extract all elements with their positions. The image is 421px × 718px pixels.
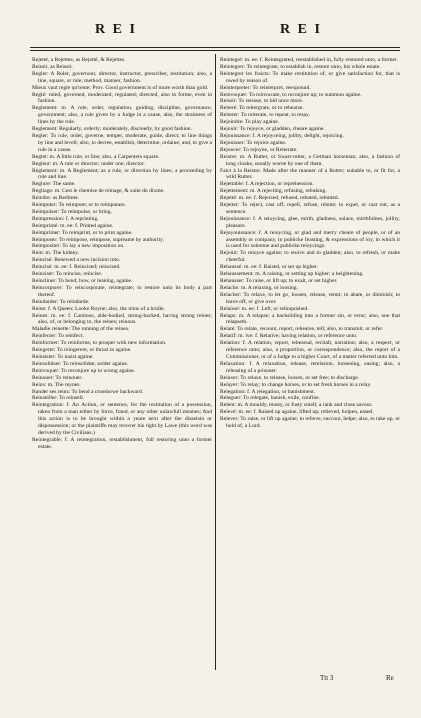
- dictionary-entry: Rejettable: f. A rejection, or reprehension.: [220, 181, 314, 188]
- dictionary-entry: Relaxer: To relaxe, to release, loosen, or set free; to discharge.: [220, 374, 360, 381]
- dictionary-entry: Reimposer: To reimpose, reimpose, supreame by authority.: [32, 236, 164, 243]
- dictionary-entry: Reglement: m. A rule, order, regulation, guiding, discipline, governance, government; also, a rule given by a Judge in a cause, also, the straitness of lines by the rule.: [32, 105, 212, 126]
- dictionary-entry: Reissir: To reissue, to bid once more.: [220, 98, 304, 105]
- dictionary-entry: Rejetter: To reject, cast off, repell, refuse, rebute; to expel, or cast out, as a sentence.: [220, 202, 400, 215]
- left-column: [32, 57, 212, 451]
- signature-mark: Ttt 3: [320, 674, 334, 682]
- dictionary-entry: Reingerer: To reingerere, or thrust in againe.: [32, 347, 132, 354]
- dictionary-entry: Reinterpreter: To reinterpret, reexpound.: [220, 84, 311, 91]
- dictionary-entry: Reintegrable: f. A reintegration, restablishment, full restoring unto a former estate.: [32, 436, 212, 450]
- dictionary-entry: Faict à la Reistre. Made after the manner of a Rutter; suitable to, or fit for, a wild Rutter.: [220, 167, 400, 181]
- dictionary-entry: Rejoyouissance: f. A reioycing, or glad and merry cheare of people, or of an assembly or company, in publicke feasting, & expressions of ioy, in which it is used for solemne and publicke reioycings.: [220, 229, 400, 250]
- header-left: R E I: [95, 22, 137, 37]
- dictionary-entry: Rejouissance: f. A rejoyceing, jollity, delight, rejoicing.: [220, 132, 344, 139]
- dictionary-entry: Reintegration: f. An Action, or sentence, for the restitution of a possession, taken from a man either by force, fraud, or any other unlawfull meanes; And this action is to be brought within a yeare next after the disseisin or dispossession; or the plaintiffe may recover his right by Lawe (this word was derived by the Civilians.): [32, 402, 212, 436]
- dictionary-entry: Mieux vaut regle qu'rente; Prov. Good government is of more worth than gold.: [32, 84, 209, 91]
- dictionary-entry: Reinouer: To reinouer.: [32, 374, 83, 381]
- dictionary-entry: Reincisé: m. ee: f. Reincised; reincised.: [32, 264, 121, 271]
- dictionary-entry: Reimpression: f. A reprinting.: [32, 215, 99, 222]
- dictionary-entry: Rehaussement: m. A raising, or setting up higher; a heightening.: [220, 271, 364, 278]
- dictionary-entry: Relegation: f. A relegation, or banishment.: [220, 388, 316, 395]
- dictionary-entry: Rehaussé: m. ee: f. Raised, or set up higher.: [220, 264, 318, 271]
- dictionary-entry: Reissir, as Reissir.: [32, 63, 73, 70]
- page-footer: [220, 674, 400, 686]
- dictionary-entry: Reintegrer: To reintegrate, to establish in, restore unto, his whole estate.: [220, 63, 381, 70]
- dictionary-entry: Reinseiller: To reinsell.: [32, 395, 85, 402]
- dictionary-entry: Reinvoquer: To reinvocate, to reconjure up; to summon againe.: [220, 91, 362, 98]
- dictionary-entry: Reinsolidser: To reinsolidse; solder againe.: [32, 360, 129, 367]
- right-column: [220, 57, 400, 430]
- dictionary-entry: Relaissé: m. ee: f. Left, or relinquished.: [220, 305, 309, 312]
- dictionary-entry: Maladie reinette: The running of the reines.: [32, 326, 130, 333]
- dictionary-entry: Reimpulser: To reimpulse, or bring.: [32, 208, 112, 215]
- dictionary-entry: Reistre: m. A Rutter, or Swart-rutter, a German horseman; also, a fashion of long cloake, usually worne by one of them.: [220, 153, 400, 167]
- dictionary-entry: Reincliner: To bend, bow, or leaning, againe.: [32, 278, 133, 284]
- dictionary-entry: Reinformer: To reinforme, to prosper with new information.: [32, 340, 167, 347]
- dictionary-entry: Reindarder: To reindarde.: [32, 298, 90, 305]
- dictionary-entry: Reins: m. The reynes.: [32, 381, 81, 388]
- dictionary-entry: Reindre: as Redimer.: [32, 195, 80, 202]
- dictionary-entry: Bander ses reins: To bend a crossbowe backward.: [32, 388, 144, 395]
- dictionary-entry: Relache: m. A relaxing, or loosing.: [220, 284, 298, 291]
- dictionary-entry: Reimprimer: To reimprint, or to print againe.: [32, 229, 133, 236]
- dictionary-entry: Relayer: To relay; to change horses, or to set fresh horses in a relay.: [220, 381, 372, 388]
- dictionary-entry: Releguer: To relegate, banish, exile, confine.: [220, 395, 320, 402]
- header-right: R E I: [280, 22, 322, 37]
- running-header: [30, 22, 400, 40]
- dictionary-entry: Reine: f. A Queen; Looke Royne; also, the reins of a bridle.: [32, 305, 165, 312]
- dictionary-entry: Rejoindre: To play againe.: [220, 119, 280, 126]
- catchword: Re: [386, 674, 394, 682]
- dictionary-entry: Reimpositer: To lay a new imposition on.: [32, 243, 125, 250]
- dictionary-entry: Reinciser: To reincise, reincise.: [32, 271, 103, 278]
- dictionary-entry: Rejetté: m. ee: f. Rejected, refused, rebated, rebutted.: [220, 195, 340, 202]
- dictionary-entry: Reinvoquer: To reconjure up in wrong againe.: [32, 367, 136, 374]
- dictionary-entry: Regliage: m. Cest le chemise de reinage, & suite du dixme.: [32, 188, 165, 195]
- dictionary-entry: Reglet: m. A little rule, or line; also, a Carpenters square.: [32, 153, 160, 160]
- dictionary-entry: Relacher: To relaxe, to let go, loosen, release, remit; to abate, or diminish; to leave off, or give over.: [220, 291, 400, 305]
- dictionary-entry: Regler: To rule, order, governe, temper, moderate, guide, direct; to line things by line and levell; also, to decree, establish, determine, ordaine; and, to give a rule in a cause.: [32, 132, 212, 153]
- dictionary-entry: Reincisé: Renewed a new incision into.: [32, 257, 121, 264]
- dictionary-entry: Relaxation: f. A relaxation, release, remission, loosening, easing; also, a releasing of a prisoner.: [220, 360, 400, 374]
- header-rule-top: [30, 47, 400, 48]
- dictionary-entry: Relatif: m. ive: f. Relative; having relation, or reference unto.: [220, 333, 358, 340]
- dictionary-entry: Relaps: m. A relapse; a backsliding into a former sin, or error; also, one that relapseth.: [220, 312, 400, 326]
- dictionary-entry: Reincorporer: To reincorporate, reintegrate; to restore unto its body a part thereof.: [32, 284, 212, 298]
- dictionary-entry: Reimprimé: m. ee: f. Printed againe.: [32, 222, 114, 229]
- dictionary-entry: Rein: m. The kidney.: [32, 250, 79, 257]
- dictionary-entry: Rejoüir: To reioyce againe; to reuive and to gladden; also, to refresh, or make cheerful.: [220, 250, 400, 264]
- dictionary-entry: Reglure: The same.: [32, 181, 76, 188]
- dictionary-entry: Rejettement: m. A rejecting, refusing, rebuking.: [220, 188, 327, 195]
- dictionary-entry: Rejouir: To rejoyce, or gladden, cheare againe.: [220, 126, 325, 133]
- dictionary-entry: Rehausser: To raise, or lift up; to exalt, or set higher.: [220, 278, 338, 284]
- dictionary-entry: Reglement: m. A Reglement; as a rule, or direction by lines; a proceeding by rule and line.: [32, 167, 212, 181]
- dictionary-entry: Reinfecter: To reinfect.: [32, 333, 84, 340]
- dictionary-entry: Relent: m. A mouldy, musty, or fusty smell; a rank and close savour.: [220, 402, 373, 409]
- dictionary-entry: Reiterer: To reiterate, to repeat, to resay.: [220, 112, 310, 119]
- dictionary-entry: Rejouissance: f. A reioycing, glee, mirth, gladness, solace, mirthfulnes, jollity, pleasure.: [220, 215, 400, 229]
- dictionary-entry: Rejetté, a Rejettee, as Rejetté, & Rejettes.: [32, 57, 126, 63]
- dictionary-entry: Reintegré: m. ee: f. Reintegrated, reestablished in, fully restored unto, a former.: [220, 57, 398, 63]
- dictionary-entry: Reglement: Regularly, orderly; moderately, discreetly, by good fashion.: [32, 126, 192, 133]
- header-rule-bottom: [30, 50, 400, 51]
- dictionary-entry: Reintegrer les fraicts: To make restitution of, or give satisfaction for, that is owed by reason of.: [220, 70, 400, 84]
- dictionary-entry: Regler: A Ruler, governour, director, instructor, prescriber, institution; also, a line, square, or rule; method, manner, fashion.: [32, 70, 212, 84]
- dictionary-entry: Relever: To raise, or lift up againe; to relieve, succour, helpe; also, to take up, or hold of, a Lord.: [220, 416, 400, 430]
- column-divider: [215, 54, 216, 670]
- dictionary-entry: Reimputer: To reimpute; or to reimputare.: [32, 202, 126, 209]
- dictionary-entry: Relaté: To relate, recount, report, rehearse, tell; also, to transmit, or refer.: [220, 326, 384, 333]
- dictionary-entry: Reglé: ruled, governed, moderated, regulated; directed, also in forme, even in fashion.: [32, 91, 212, 105]
- dictionary-entry: Relation: f. A relation, report, rehearsal, recitall, narration; also, a respect, or reference unto; also, a proportion, or correspondence; also, the report of a Commissioner, or of a Judge to a higher Court, of a matter referred unto him.: [220, 340, 400, 360]
- dictionary-entry: Reiteré: To reitergrate, or to rehearse.: [220, 105, 304, 112]
- dictionary-entry: Regleur: m. A rule or director; under one; director.: [32, 160, 145, 167]
- dictionary-entry: Rejouisser: To rejoice againe.: [220, 139, 287, 146]
- dictionary-entry: Reinsister: To insist againe.: [32, 353, 94, 360]
- dictionary-entry: Relevé: m. ee: f. Raised up againe, lifted up; relieved, holpen, eased.: [220, 409, 374, 416]
- dictionary-entry: Rejoncer: To rejoyne, or Reiterate.: [220, 146, 298, 153]
- dictionary-entry: Reines: m. ee: f. Cautious, able-bodied, strong-backed, having strong reines; also, of, or belonging to, the reines; reinous.: [32, 312, 212, 326]
